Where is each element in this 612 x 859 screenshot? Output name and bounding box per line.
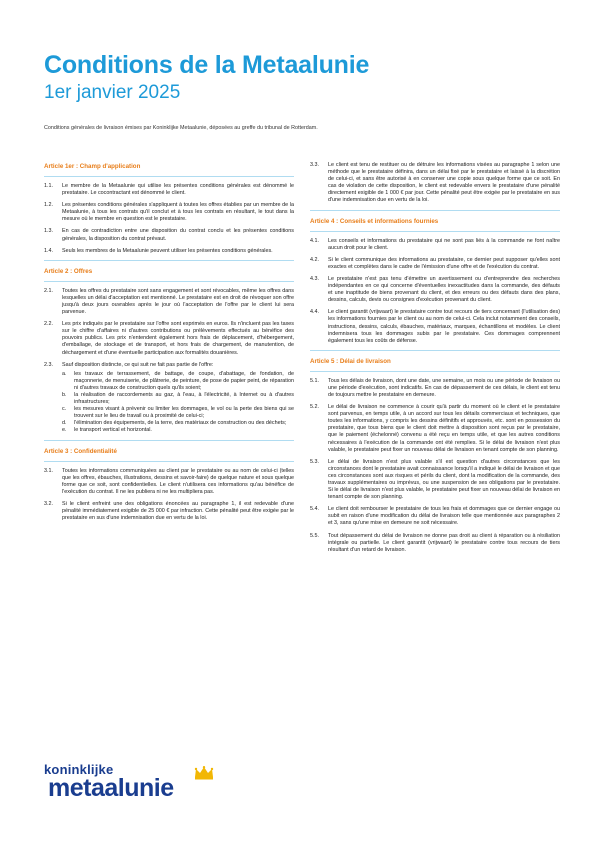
logo-wordmark-bottom: metaalunie	[48, 774, 174, 802]
clause-text: Le délai de livraison ne commence à courir qu'à partir du moment où le client et le prestataire sont parvenus, en temps utile, à un accord sur tous les détails commerciaux et techniques, que toutes les informations, y compris les dessins définitifs et approuvés, etc. sont en possession du prestataire, que tous biens que le client doit mettre à disposition sont reçus par le prestataire, que le paiement (échelonné) convenu a été reçu en temps utile, et que les autres conditions nécessaires à l'exécution de la commande ont été remplies. Si le délai de livraison n'est plus valable, le prestataire peut fixer un nouveau délai de livraison en tenant compte de son planning.	[328, 404, 560, 453]
clause-3-1	[44, 468, 294, 496]
clause-text: Le client doit rembourser le prestataire de tous les frais et dommages que ce dernier engage ou subit en raison d'une modification du délai de livraison telle que mentionnée aux paragraphes 2 et 3, sans qu'une mise en demeure ne soit nécessaire.	[328, 506, 560, 527]
clause-1-3	[44, 228, 294, 242]
clause-number: 5.1.	[310, 377, 319, 384]
divider	[310, 371, 560, 372]
clause-number: 5.3.	[310, 458, 319, 465]
clause-2-2	[44, 321, 294, 356]
clause-4-4	[310, 309, 560, 344]
clause-text: Si le client communique des informations au prestataire, ce dernier peut supposer qu'elles sont exactes et complètes dans le cadre de l'émission d'une offre et de l'exécution du contrat.	[328, 256, 560, 270]
clause-text: Le client garantit (vrijwaart) le prestataire contre tout recours de tiers concernant (l'utilisation des) les informations fournies par le client ou au nom de celui-ci. Cela inclut notamment des conseils, instructions, dessins, calculs, ébauches, matériaux, marques, échantillons et modèles. Le client indemnisera tous les dommages subis par le prestataire. Ces dommages comprennent également tous les coûts de défense.	[328, 309, 560, 344]
clause-number: 1.1.	[44, 183, 53, 189]
clause-number: 5.5.	[310, 532, 319, 539]
divider	[44, 461, 294, 462]
clause-number: 3.1.	[44, 467, 53, 474]
clause-text: Les conseils et informations du prestataire qui ne sont pas liés à la commande ne font naître aucun droit pour le client.	[328, 237, 560, 251]
clause-3-2	[44, 501, 294, 522]
clause-5-3	[310, 459, 560, 502]
clause-text: Si le client enfreint une des obligations énoncées au paragraphe 1, il est redevable d'une pénalité immédiatement exigible de 25 000 € par infraction. Cette pénalité peut être exigée par le prestataire en sus d'une indemnisation due en vertu de la loi.	[62, 500, 294, 522]
article-5-heading: Article 5 : Délai de livraison	[310, 357, 391, 365]
clause-text: Seuls les membres de la Metaalunie peuvent utiliser les présentes conditions générales.	[62, 247, 273, 254]
divider	[44, 281, 294, 282]
left-column	[44, 162, 294, 527]
clause-text: Le client est tenu de restituer ou de détruire les informations visées au paragraphe 1 selon une méthode que le prestataire définira, dans un délai fixé par le prestataire et laissé à la discrétion de celui-ci, et sans être autorisé à en conserver une copie sous quelque forme que ce soit. En cas de violation de cette disposition, le client est redevable envers le prestataire d'une pénalité directement exigible de 1 000 € par jour. Cette pénalité peut être exigée par le prestataire en sus d'une indemnisation due en vertu de la loi.	[328, 162, 560, 204]
divider	[310, 210, 560, 211]
clause-number: 2.3.	[44, 361, 53, 368]
clause-number: 3.3.	[310, 162, 319, 168]
exclusion-list	[62, 371, 294, 435]
clause-5-4	[310, 506, 560, 527]
clause-text: Les présentes conditions générales s'appliquent à toutes les offres établies par un membre de la Metaalunie, à tous les contrats qu'il conclut et à tous les contrats en résultant, le tout dans la mesure où le membre en question est le prestataire.	[62, 202, 294, 223]
clause-text: Le prestataire n'est pas tenu d'émettre un avertissement ou d'entreprendre des recherches indépendantes en ce qui concerne d'éventuelles inexactitudes dans la commande, des défauts et une inaptitude de biens provenant du client, et des erreurs ou des défauts dans des plans, dessins, calculs, devis ou consignes d'exécution provenant du client.	[328, 275, 560, 304]
logo-wordmark-top: koninklijke	[44, 762, 114, 777]
clause-4-3	[310, 276, 560, 304]
clause-number: 1.2.	[44, 202, 53, 209]
clause-number: 4.3.	[310, 275, 319, 282]
clause-5-5	[310, 533, 560, 554]
article-1-heading: Article 1er : Champ d'application	[44, 163, 141, 170]
clause-1-2	[44, 202, 294, 223]
clause-number: 1.4.	[44, 247, 53, 254]
clause-3-3	[310, 162, 560, 205]
article-3-heading: Article 3 : Confidentialité	[44, 447, 117, 455]
divider	[44, 440, 294, 441]
clause-number: 4.4.	[310, 309, 319, 316]
list-item: c. les mesures visant à prévenir ou limiter les dommages, le vol ou la perte des biens qui se trouvent sur le lieu de travail ou à proximité de celui-ci;	[62, 406, 294, 420]
clause-5-1	[310, 378, 560, 399]
clause-number: 1.3.	[44, 228, 53, 235]
clause-2-1	[44, 288, 294, 316]
list-item: a. les travaux de terrassement, de battage, de coupe, d'abattage, de fondation, de maçonnerie, de menuiserie, de plâtrerie, de peinture, de pose de papier peint, de réparation ni d'autres travaux de construction quels qu'ils soient;	[62, 370, 294, 391]
clause-4-1	[310, 238, 560, 252]
clause-number: 2.1.	[44, 287, 53, 294]
page-date: 1er janvier 2025	[44, 82, 181, 103]
clause-2-3	[44, 362, 294, 435]
clause-number: 3.2.	[44, 500, 53, 507]
crown-icon	[194, 766, 214, 780]
clause-text: En cas de contradiction entre une disposition du contrat conclu et les présentes conditions générales, la disposition du contrat prévaut.	[62, 228, 294, 242]
right-column	[310, 162, 560, 559]
clause-text: Tous les délais de livraison, dont une date, une semaine, un mois ou une période de livraison ou une période d'exécution, sont indicatifs. En cas de dépassement de ces délais, le client est tenu de toujours mettre le prestataire en demeure.	[328, 377, 560, 398]
clause-text: Tout dépassement du délai de livraison ne donne pas droit au client à réparation ou à résiliation intégrale ou partielle. Le client garantit (vrijwaart) le prestataire contre tous recours de tiers résultant d'un retard de livraison.	[328, 532, 560, 553]
list-item: e. le transport vertical et horizontal.	[62, 427, 152, 434]
document-subtitle: Conditions générales de livraison émises par Koninklijke Metaalunie, déposées au greffe du tribunal de Rotterdam.	[44, 125, 318, 131]
page-title: Conditions de la Metaalunie	[44, 51, 370, 79]
clause-number: 5.2.	[310, 404, 319, 411]
clause-text: Toutes les offres du prestataire sont sans engagement et sont révocables, même les offres dans lesquelles un délai d'acceptation est mentionné. Le prestataire est en droit de révoquer son offre jusqu'à deux jours ouvrables après le jour où l'acceptation de l'offre par le client lui sera parvenue.	[62, 287, 294, 316]
clause-number: 2.2.	[44, 321, 53, 328]
clause-text: Les prix indiqués par le prestataire sur l'offre sont exprimés en euros. Ils n'incluent pas les taxes sur le chiffre d'affaires ni d'autres contributions ou prélèvements effectués au bénéfice des pouvoirs publics. Les prix n'entendent également hors frais de déplacement, d'hébergement, d'emballage, de stockage et de transport, et hors frais de chargement, de manutention, de déchargement et d'une éventuelle participation aux formalités douanières.	[62, 321, 294, 356]
divider	[44, 176, 294, 177]
clause-text: Sauf disposition distincte, ce qui suit ne fait pas partie de l'offre:	[62, 361, 214, 368]
clause-text: Le délai de livraison n'est plus valable s'il est question d'autres circonstances que les circonstances dont le prestataire avait connaissance lorsqu'il a indiqué le délai de livraison et que ces circonstances sont aux risques et périls du client, dont la modification de la commande, des travaux supplémentaires ou imprévus, ou une suspension de ses obligations par le prestataire. Si le délai de livraison n'est plus valable, le prestataire peut fixer un nouveau délai de livraison en tenant compte de son planning.	[328, 458, 560, 501]
clause-1-4	[44, 248, 294, 255]
clause-number: 4.2.	[310, 256, 319, 263]
clause-number: 5.4.	[310, 506, 319, 513]
list-item: b. la réalisation de raccordements au gaz, à l'eau, à l'électricité, à Internet ou à d'autres infrastructures;	[62, 391, 294, 406]
divider	[310, 231, 560, 232]
clause-text: Toutes les informations communiquées au client par le prestataire ou au nom de celui-ci (telles que les offres, ébauches, illustrations, dessins et savoir-faire) de quelque nature et sous quelque forme que ce soit, sont confidentielles. Le client n'utilisera ces informations qu'au bénéfice de l'exécution du contrat. Il ne les publiera ni ne les multipliera pas.	[62, 467, 294, 495]
metaalunie-logo	[44, 762, 224, 808]
article-2-heading: Article 2 : Offres	[44, 267, 93, 275]
article-4-heading: Article 4 : Conseils et informations fournies	[310, 217, 439, 225]
list-item: d. l'élimination des équipements, de la terre, des matériaux de construction ou des déchets;	[62, 420, 287, 427]
clause-text: Le membre de la Metaalunie qui utilise les présentes conditions générales est dénommé le prestataire. Le cocontractant est dénommé le client.	[62, 183, 294, 197]
divider	[310, 350, 560, 351]
clause-1-1	[44, 183, 294, 197]
clause-5-2	[310, 404, 560, 454]
divider	[44, 260, 294, 261]
clause-number: 4.1.	[310, 237, 319, 244]
clause-4-2	[310, 257, 560, 271]
